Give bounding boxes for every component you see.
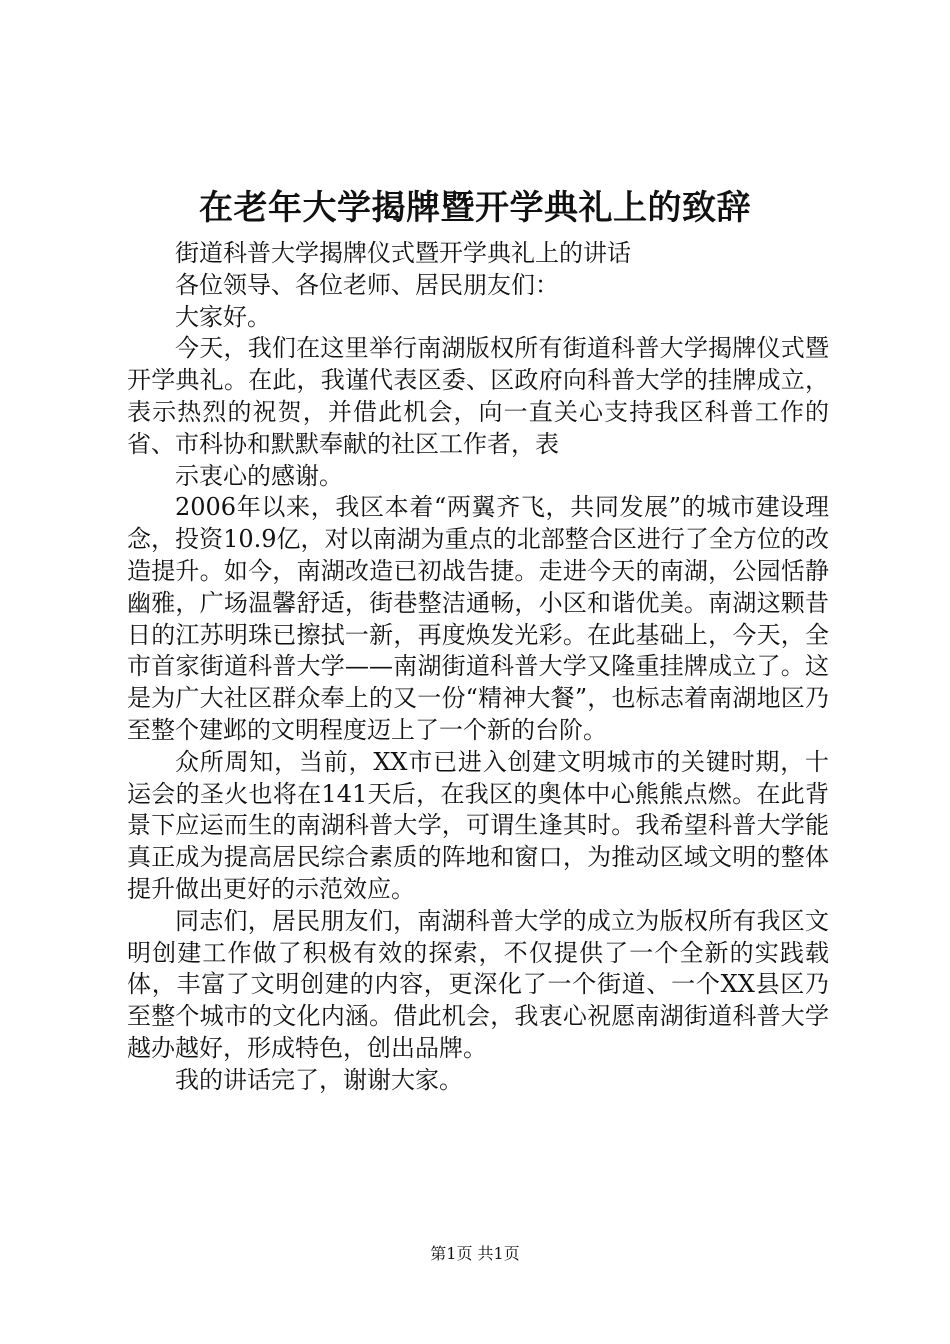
document-title: 在老年大学揭牌暨开学典礼上的致辞 (199, 188, 751, 228)
paragraph-closing: 我的讲话完了，谢谢大家。 (175, 1065, 463, 1094)
paragraph-wishes: 同志们，居民朋友们，南湖科普大学的成立为版权所有我区文明创建工作做了积极有效的探索，不仅提供了一个全新的实践载体，丰富了文明创建的内容，更深化了一个街道、一个XX县区乃至整个城市的文化内涵。借此机会，我衷心祝愿南湖街道科普大学越办越好，形成特色，创出品牌。 (127, 906, 829, 1062)
paragraph-development: 2006年以来，我区本着“两翼齐飞，共同发展”的城市建设理念，投资10.9亿，对以南湖为重点的北部整合区进行了全方位的改造提升。如今，南湖改造已初战告捷。走进今天的南湖，公园恬静幽雅，广场温馨舒适，街巷整洁通畅，小区和谐优美。南湖这颗昔日的江苏明珠已擦拭一新，再度焕发光彩。在此基础上，今天，全市首家街道科普大学——南湖街道科普大学又隆重挂牌成立了。这是为广大社区群众奉上的又一份“精神大餐”，也标志着南湖地区乃至整个建邺的文明程度迈上了一个新的台阶。 (127, 493, 829, 744)
paragraph-salutation: 各位领导、各位老师、居民朋友们： (175, 270, 559, 299)
paragraph-thanks: 示衷心的感谢。 (175, 461, 343, 490)
page-footer: 第1页 共1页 (430, 1244, 520, 1263)
paragraph-greeting: 大家好。 (175, 302, 271, 331)
paragraph-intro: 今天，我们在这里举行南湖版权所有街道科普大学揭牌仪式暨开学典礼。在此，我谨代表区委、区政府向科普大学的挂牌成立，表示热烈的祝贺，并借此机会，向一直关心支持我区科普工作的省、市科协和默默奉献的社区工作者，表 (127, 334, 829, 458)
document-body (127, 238, 829, 1097)
paragraph-subtitle: 街道科普大学揭牌仪式暨开学典礼上的讲话 (175, 239, 631, 267)
paragraph-context: 众所周知，当前，XX市已进入创建文明城市的关键时期，十运会的圣火也将在141天后，在我区的奥体中心熊熊点燃。在此背景下应运而生的南湖科普大学，可谓生逢其时。我希望科普大学能真正成为提高居民综合素质的阵地和窗口，为推动区域文明的整体提升做出更好的示范效应。 (127, 747, 829, 903)
